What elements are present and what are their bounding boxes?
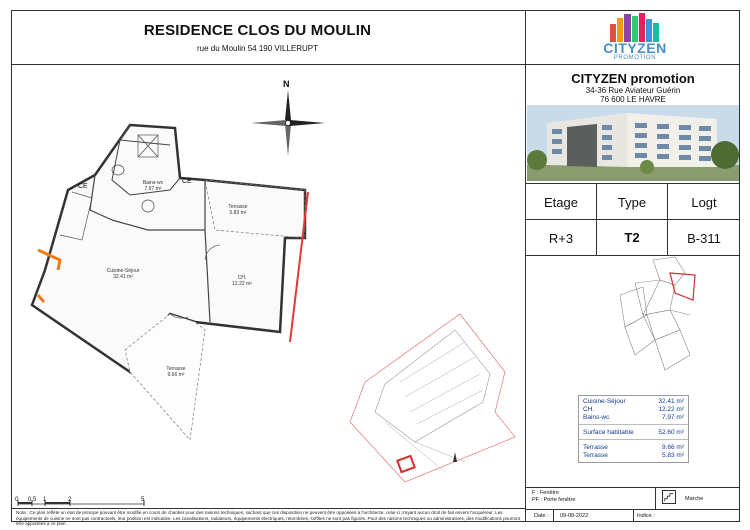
- scale-tick-1: 1: [43, 497, 47, 503]
- room-bains: Bains-wc 7.97 m²: [142, 180, 164, 192]
- divider-legend: [525, 487, 740, 488]
- legend-divider: [655, 487, 656, 509]
- scale-tick-2: 2: [68, 497, 72, 503]
- indice-label: Indice :: [637, 513, 655, 519]
- value-etage: R+3: [548, 231, 574, 246]
- room-ch: CH. 12.22 m²: [232, 275, 252, 287]
- divider-table-mid: [525, 219, 740, 220]
- disclaimer-note: Nota : Ce plan reflète un état de principe pouvant être modifié en cours de chantier pour des raisons techniques, sachant que ces disposition ne peuvent être opposées à l'architecte, celui-ci n'ayant aucun droit de fait envers l'acquéreur. Les équipements de cuisine ne sont pas contractuels, leur position est indicative. Les canalisations, radiateurs, équipements électriques, retombées, soffites ne sont pas figurés. Pour des raisons techniques ou administratives, des modifications pourront être apportées à ce plan.: [16, 510, 521, 527]
- residence-address: rue du Moulin 54 190 VILLERUPT: [197, 44, 318, 53]
- surface-label-habitable: Surface habitable: [583, 429, 634, 436]
- key-plan: [615, 255, 710, 380]
- room-terrasse-bottom: Terrasse 9.66 m²: [166, 366, 186, 378]
- ce-label-1: CE: [78, 183, 88, 190]
- ce-label-2: CE: [182, 178, 192, 185]
- surface-value-ch: 12.22 m²: [658, 406, 684, 413]
- building-photo: [527, 105, 739, 181]
- date-label: Date :: [534, 513, 549, 519]
- surface-value-bains: 7.97 m²: [661, 414, 684, 421]
- surface-label-terrasse-1: Terrasse: [583, 444, 608, 451]
- scale-tick-5: 5: [141, 497, 145, 503]
- date-value: 09-08-2022: [560, 513, 589, 519]
- site-plan: [345, 312, 525, 487]
- stairs-icon: [662, 490, 676, 504]
- surface-label-bains: Bains-wc: [583, 414, 610, 421]
- legend-marche: Marche: [685, 496, 704, 502]
- date-divider-2: [633, 509, 634, 522]
- scale-tick-05: 0.5: [28, 497, 37, 503]
- surface-label-cuisine: Cuisine-Séjour: [583, 398, 626, 405]
- header-logt: Logt: [691, 195, 717, 210]
- divider-logo: [525, 64, 740, 65]
- developer-name: CITYZEN promotion: [571, 71, 695, 86]
- date-divider-1: [553, 509, 554, 522]
- north-label: N: [283, 79, 290, 89]
- value-logt: B-311: [687, 231, 721, 246]
- divider-photo: [525, 183, 740, 184]
- legend-f: F : Fenêtre: [532, 490, 559, 496]
- developer-city: 76 600 LE HAVRE: [600, 95, 666, 104]
- logo-subtitle: PROMOTION: [613, 55, 657, 61]
- scale-tick-0: 0: [15, 497, 19, 503]
- surface-value-terrasse-2: 5.83 m²: [661, 452, 684, 459]
- surface-table: [578, 395, 689, 463]
- surface-label-terrasse-2: Terrasse: [583, 452, 608, 459]
- residence-title: RESIDENCE CLOS DU MOULIN: [143, 22, 372, 39]
- value-type: T2: [624, 230, 640, 245]
- surface-value-habitable: 52.60 m²: [658, 429, 684, 436]
- logo-name: CITYZEN: [603, 40, 667, 56]
- surface-label-ch: CH.: [583, 406, 595, 413]
- developer-street: 34-36 Rue Aviateur Guérin: [585, 86, 681, 95]
- header-type: Type: [617, 195, 647, 210]
- room-cuisine: Cuisine-Séjour 32.41 m²: [106, 268, 140, 280]
- legend: [532, 490, 575, 504]
- room-terrasse-top: Terrasse 5.83 m²: [228, 204, 248, 216]
- divider-header: [11, 64, 526, 65]
- header-etage: Etage: [544, 195, 578, 210]
- floor-plan: [20, 110, 340, 440]
- surface-value-cuisine: 32.41 m²: [658, 398, 684, 405]
- legend-pf: PF : Porte fenêtre: [532, 497, 576, 503]
- surface-value-terrasse-1: 9.66 m²: [661, 444, 684, 451]
